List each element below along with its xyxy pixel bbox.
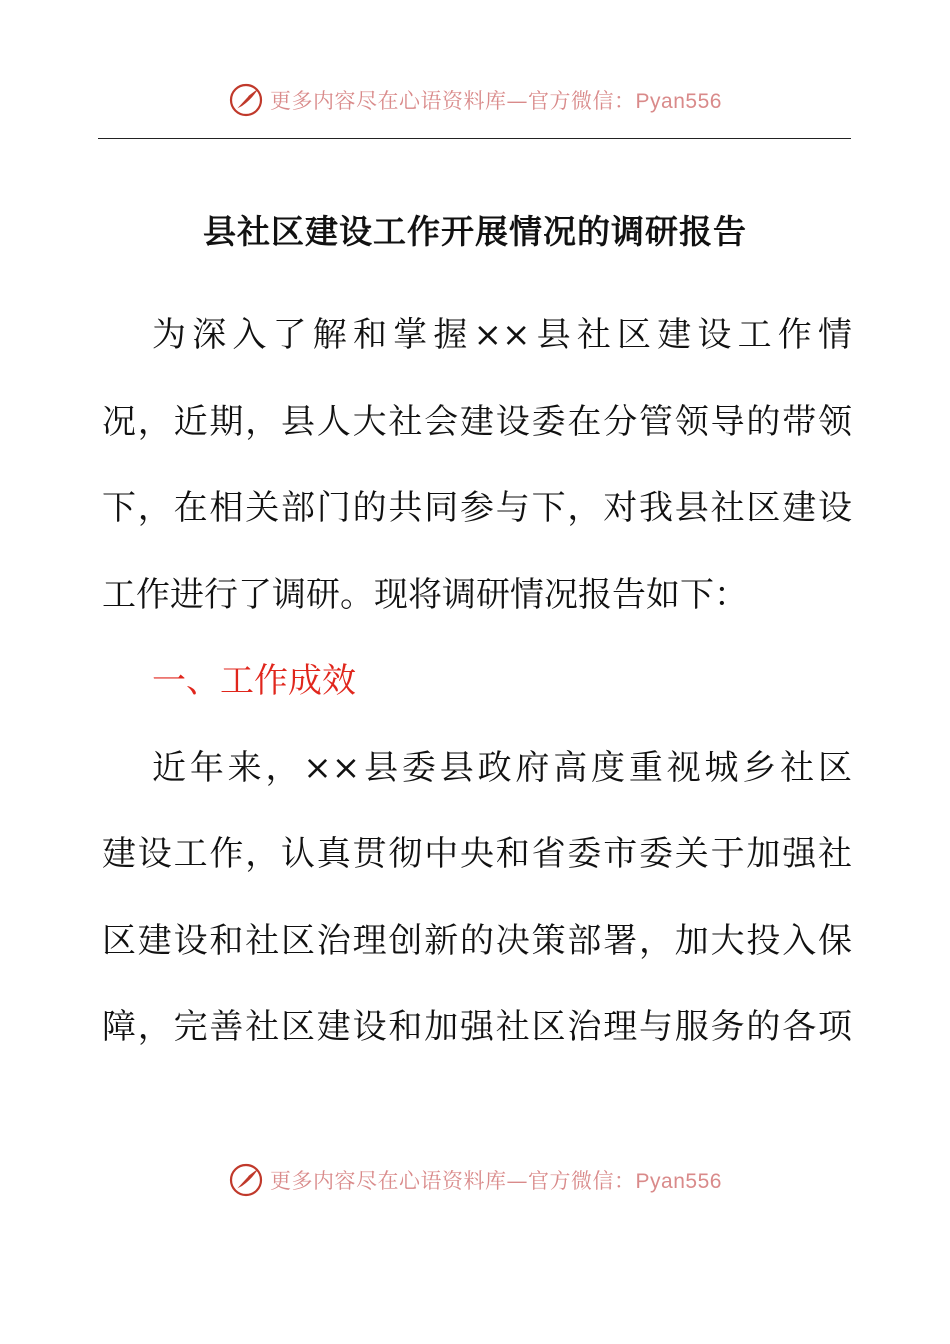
section-heading: 一、工作成效 — [152, 661, 356, 701]
watermark-label: 更多内容尽在心语资料库—官方微信：Pyan556 — [270, 89, 722, 113]
text-line: 障，完善社区建设和加强社区治理与服务的各项 — [102, 1007, 852, 1047]
text-line: 区建设和社区治理创新的决策部署，加大投入保 — [102, 920, 852, 961]
quill-logo-icon — [228, 1162, 264, 1198]
text-line: 近年来，××县委县政府高度重视城乡社区 — [152, 747, 852, 788]
text-line: 工作进行了调研。现将调研情况报告如下： — [102, 574, 748, 615]
wechat-id: Pyan556 — [635, 90, 722, 113]
header-watermark — [0, 82, 950, 118]
text-line: 况，近期，县人大社会建设委在分管领导的带领 — [102, 401, 852, 442]
quill-logo-icon — [228, 82, 264, 118]
watermark-label: 更多内容尽在心语资料库—官方微信：Pyan556 — [270, 1169, 722, 1193]
text-line: 建设工作，认真贯彻中央和省委市委关于加强社 — [102, 834, 852, 874]
paragraph-intro — [102, 292, 852, 1071]
text-line: 为深入了解和掌握××县社区建设工作情 — [152, 315, 852, 355]
footer-watermark — [0, 1162, 950, 1198]
wechat-id: Pyan556 — [635, 1170, 722, 1193]
document-title: 县社区建设工作开展情况的调研报告 — [203, 212, 747, 251]
text-line: 下，在相关部门的共同参与下，对我县社区建设 — [102, 488, 852, 528]
header-rule — [98, 138, 851, 139]
